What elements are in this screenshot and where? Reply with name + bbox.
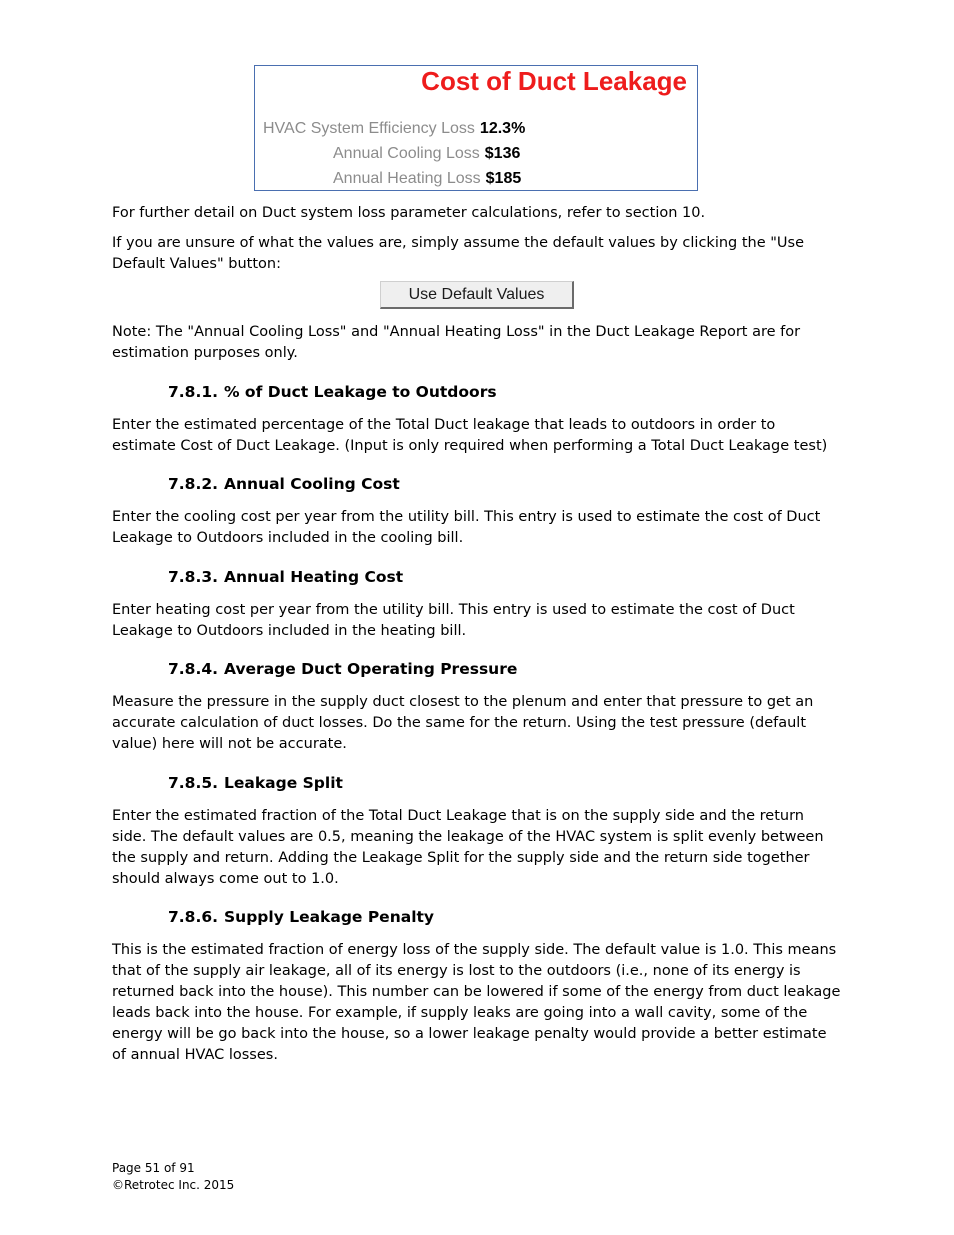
heating-loss-label: Annual Heating Loss <box>333 170 481 187</box>
section-title: Annual Cooling Cost <box>224 475 400 493</box>
cooling-loss-value: $136 <box>484 145 521 162</box>
cost-panel-title: Cost of Duct Leakage <box>421 66 687 96</box>
intro-paragraph-1: For further detail on Duct system loss parameter calculations, refer to section 10. <box>112 205 706 221</box>
cost-of-duct-leakage-panel <box>254 65 698 191</box>
section-heading-7-8-5 <box>168 773 343 793</box>
use-default-values-button[interactable]: Use Default Values <box>380 281 574 309</box>
section-heading-7-8-3 <box>168 567 403 587</box>
intro-paragraph-2: If you are unsure of what the values are, simply assume the default values by clicking the "Use Default Values" button: <box>112 235 805 272</box>
section-number: 7.8.1. <box>168 383 219 401</box>
section-body-7-8-3: Enter heating cost per year from the utility bill. This entry is used to estimate the cost of Duct Leakage to Outdoors included in the heating bill. <box>112 602 795 639</box>
section-number: 7.8.5. <box>168 774 219 792</box>
section-body-7-8-6: This is the estimated fraction of energy loss of the supply side. The default value is 1.0. This means that of the supply air leakage, all of its energy is lost to the outdoors (i.e., none of its energy is returned back into the house). This number can be lowered if some of the energy from duct leakage leads back into the house. For example, if supply leaks are going into a wall cavity, some of the energy will be go back into the house, so a lower leakage penalty would provide a better estimate of annual HVAC losses. <box>112 942 841 1063</box>
cooling-loss-row <box>333 145 520 163</box>
section-heading-7-8-6 <box>168 907 434 927</box>
section-body-7-8-1: Enter the estimated percentage of the Total Duct leakage that leads to outdoors in order to estimate Cost of Duct Leakage. (Input is only required when performing a Total Duct Leakage test) <box>112 417 828 454</box>
section-number: 7.8.3. <box>168 568 219 586</box>
section-number: 7.8.4. <box>168 660 219 678</box>
heating-loss-value: $185 <box>485 170 522 187</box>
section-body-7-8-2: Enter the cooling cost per year from the utility bill. This entry is used to estimate the cost of Duct Leakage to Outdoors included in the cooling bill. <box>112 509 821 546</box>
estimation-note: Note: The "Annual Cooling Loss" and "Annual Heating Loss" in the Duct Leakage Report are for estimation purposes only. <box>112 324 801 361</box>
page-number: Page 51 of 91 <box>112 1161 195 1175</box>
heating-loss-row <box>333 170 521 188</box>
section-title: Average Duct Operating Pressure <box>224 660 518 678</box>
section-number: 7.8.2. <box>168 475 219 493</box>
section-title: Leakage Split <box>224 774 343 792</box>
section-title: % of Duct Leakage to Outdoors <box>224 383 497 401</box>
page-footer <box>112 1160 234 1194</box>
section-number: 7.8.6. <box>168 908 219 926</box>
section-heading-7-8-4 <box>168 659 517 679</box>
section-title: Annual Heating Cost <box>224 568 404 586</box>
section-title: Supply Leakage Penalty <box>224 908 435 926</box>
efficiency-loss-row <box>263 120 525 138</box>
section-heading-7-8-2 <box>168 474 400 494</box>
cooling-loss-label: Annual Cooling Loss <box>333 145 480 162</box>
section-body-7-8-4: Measure the pressure in the supply duct closest to the plenum and enter that pressure to get an accurate calculation of duct losses. Do the same for the return. Using the test pressure (default value) here will not be accurate. <box>112 694 814 752</box>
section-body-7-8-5: Enter the estimated fraction of the Total Duct Leakage that is on the supply side and the return side. The default values are 0.5, meaning the leakage of the HVAC system is split evenly between the supply and return. Adding the Leakage Split for the supply side and the return side together should always come out to 1.0. <box>112 808 824 887</box>
section-heading-7-8-1 <box>168 382 497 402</box>
efficiency-loss-value: 12.3% <box>479 120 526 137</box>
copyright: ©Retrotec Inc. 2015 <box>112 1178 235 1192</box>
efficiency-loss-label: HVAC System Efficiency Loss <box>263 120 475 137</box>
